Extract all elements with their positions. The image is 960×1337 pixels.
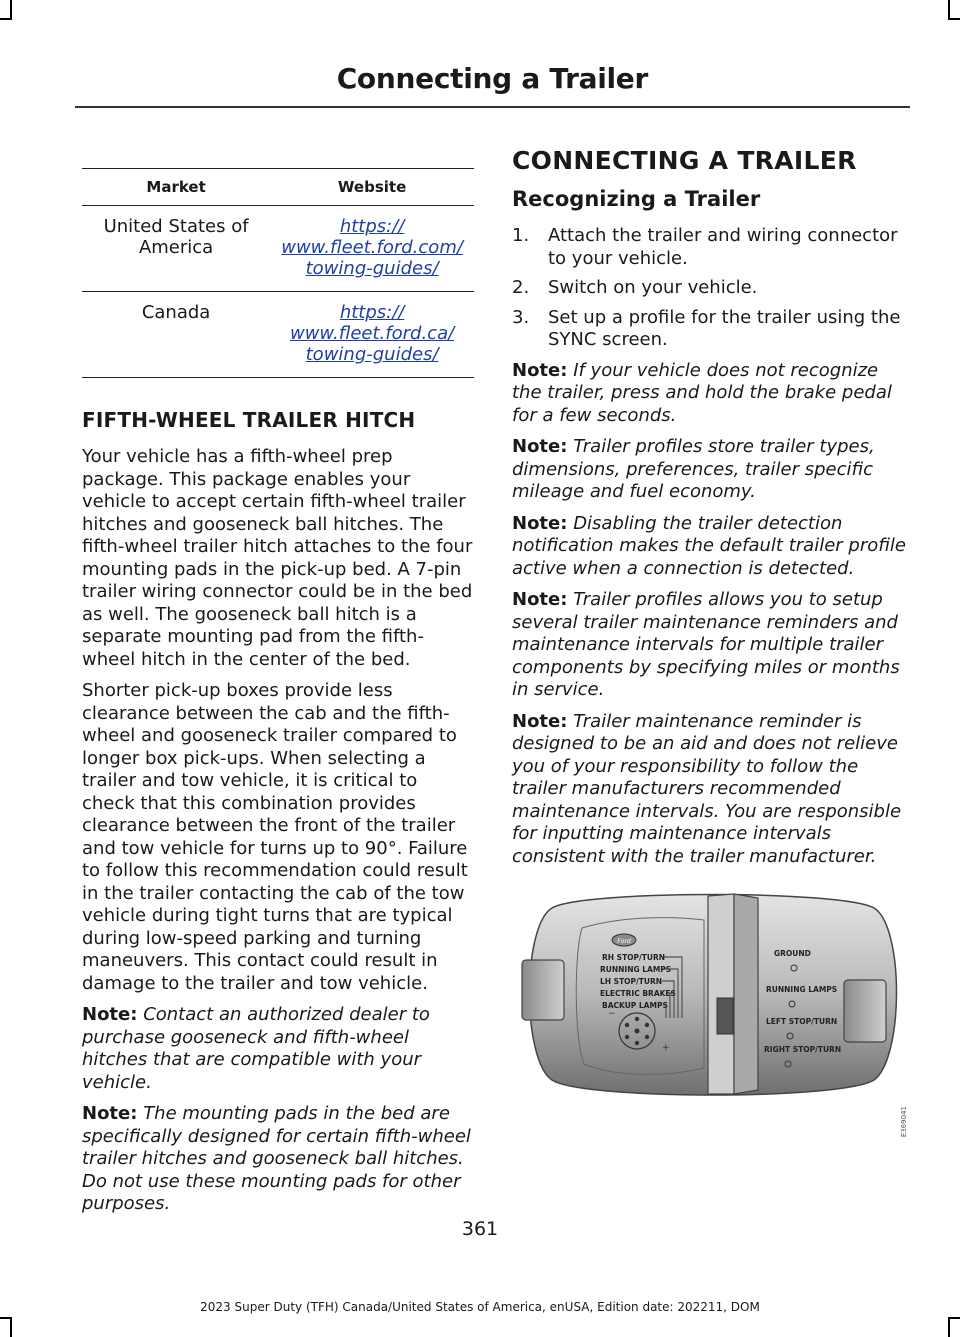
trailer-connector-drawing bbox=[512, 868, 910, 1118]
crop-mark bbox=[948, 18, 960, 20]
crop-mark bbox=[0, 1317, 12, 1319]
step-text: Attach the trailer and wiring connector to your vehicle. bbox=[548, 225, 898, 269]
page-number: 361 bbox=[461, 1218, 499, 1240]
connector-label: LH STOP/TURN bbox=[600, 977, 663, 986]
note-label: Note: bbox=[512, 589, 568, 610]
crop-mark bbox=[0, 18, 12, 20]
step-number: 3. bbox=[512, 306, 530, 328]
footer-text: 2023 Super Duty (TFH) Canada/United States of America, enUSA, Edition date: 202211, DOM bbox=[200, 1300, 760, 1314]
steps-list bbox=[512, 225, 912, 352]
market-cell bbox=[82, 292, 270, 378]
note-paragraph bbox=[512, 589, 912, 702]
note-paragraph bbox=[82, 1004, 474, 1094]
note-text: Trailer profiles store trailer types, dimensions, preferences, trailer specific mileage and fuel economy. bbox=[512, 436, 875, 502]
right-column bbox=[512, 146, 912, 877]
table-row bbox=[82, 206, 474, 292]
note-paragraph bbox=[82, 1103, 474, 1216]
note-label: Note: bbox=[512, 710, 568, 732]
recognizing-subheading: Recognizing a Trailer bbox=[512, 187, 761, 211]
note-paragraph bbox=[512, 360, 912, 428]
step-number: 2. bbox=[512, 277, 530, 298]
connector-label: GROUND bbox=[774, 949, 811, 958]
note-label: Note: bbox=[82, 1103, 138, 1124]
left-column bbox=[82, 168, 474, 1225]
connecting-heading: CONNECTING A TRAILER bbox=[512, 146, 857, 175]
connector-label: RIGHT STOP/TURN bbox=[764, 1045, 842, 1054]
website-link[interactable]: https:// www.fleet.ford.ca/ towing-guides/ bbox=[289, 302, 455, 365]
svg-text:+: + bbox=[662, 1043, 670, 1053]
market-text: United States of bbox=[103, 216, 249, 237]
note-text: The mounting pads in the bed are specifically designed for certain fifth-wheel trailer hitches and gooseneck ball hitches. Do not use these mounting pads for other purposes. bbox=[82, 1103, 471, 1214]
fifth-wheel-heading: FIFTH-WHEEL TRAILER HITCH bbox=[82, 408, 416, 432]
connector-label: ELECTRIC BRAKES bbox=[600, 989, 676, 998]
note-text: Contact an authorized dealer to purchase gooseneck and fifth-wheel hitches that are compatible with your vehicle. bbox=[82, 1004, 430, 1093]
connector-label: BACKUP LAMPS bbox=[602, 1001, 668, 1010]
note-label: Note: bbox=[82, 1004, 138, 1025]
body-paragraph: Your vehicle has a fifth-wheel prep package. This package enables your vehicle to accept certain fifth-wheel trailer hitches and gooseneck ball hitches. The fifth-wheel trailer hitch attaches to the four mounting pads in the pick-up bed. A 7-pin trailer wiring connector could be in the bed as well. The gooseneck ball hitch is a separate mounting pad from the fifth-wheel hitch in the center of the bed. bbox=[82, 446, 473, 670]
crop-mark bbox=[10, 0, 12, 20]
note-paragraph bbox=[512, 513, 912, 581]
note-text: Trailer profiles allows you to setup several trailer maintenance reminders and maintenance intervals for multiple trailer components by specifying miles or months in service. bbox=[512, 589, 900, 700]
list-item bbox=[512, 307, 912, 352]
connector-label: RUNNING LAMPS bbox=[766, 985, 838, 994]
market-text: Canada bbox=[141, 302, 211, 323]
ford-logo: Ford bbox=[617, 938, 631, 945]
website-cell bbox=[270, 292, 474, 378]
website-cell bbox=[270, 206, 474, 292]
note-paragraph bbox=[512, 711, 912, 869]
crop-mark bbox=[948, 0, 950, 20]
crop-mark bbox=[948, 1317, 950, 1337]
crop-mark bbox=[10, 1317, 12, 1337]
note-text: Trailer maintenance reminder is designed to be an aid and does not relieve you of your responsibility to follow the trailer manufacturers recommended maintenance intervals. You are responsible for inputting maintenance intervals consistent with the trailer manufacturer. bbox=[512, 710, 902, 867]
crop-mark bbox=[948, 1317, 960, 1319]
note-label: Note: bbox=[512, 512, 568, 534]
body-paragraph: Shorter pick-up boxes provide less clearance between the cab and the fifth-wheel and gooseneck trailer compared to longer box pick-ups. When selecting a trailer and tow vehicle, it is critical to check that this combination provides clearance between the front of the trailer and tow vehicle for turns up to 90°. Failure to follow this recommendation could result in the trailer contacting the cab of the tow vehicle during tight turns that are typical during low-speed parking and turning maneuvers. This contact could result in damage to the trailer and tow vehicle. bbox=[82, 680, 468, 994]
svg-text:−: − bbox=[608, 1009, 616, 1019]
step-text: Switch on your vehicle. bbox=[548, 277, 758, 298]
note-label: Note: bbox=[512, 359, 568, 381]
table-row bbox=[82, 292, 474, 378]
connector-label: LEFT STOP/TURN bbox=[766, 1017, 838, 1026]
list-item bbox=[512, 277, 912, 300]
website-link[interactable]: https:// www.fleet.ford.com/ towing-guides/ bbox=[281, 216, 463, 279]
step-number: 1. bbox=[512, 225, 530, 246]
note-paragraph bbox=[512, 436, 912, 504]
list-item bbox=[512, 225, 912, 270]
page-title: Connecting a Trailer bbox=[336, 62, 648, 95]
connector-label: RH STOP/TURN bbox=[602, 953, 666, 962]
figure-code: E369041 bbox=[900, 1106, 908, 1138]
market-cell bbox=[82, 206, 270, 292]
market-column-header: Market bbox=[82, 169, 270, 206]
note-label: Note: bbox=[512, 436, 568, 457]
market-website-table bbox=[82, 168, 474, 378]
trailer-connector-illustration bbox=[512, 868, 910, 1138]
connector-label: RUNNING LAMPS bbox=[600, 965, 672, 974]
title-divider bbox=[75, 106, 910, 108]
note-text: If your vehicle does not recognize the trailer, press and hold the brake pedal for a few seconds. bbox=[512, 359, 892, 426]
step-text: Set up a profile for the trailer using the SYNC screen. bbox=[548, 306, 901, 350]
market-text: America bbox=[138, 237, 214, 258]
website-column-header: Website bbox=[270, 169, 474, 206]
note-text: Disabling the trailer detection notification makes the default trailer profile active when a connection is detected. bbox=[512, 512, 906, 579]
